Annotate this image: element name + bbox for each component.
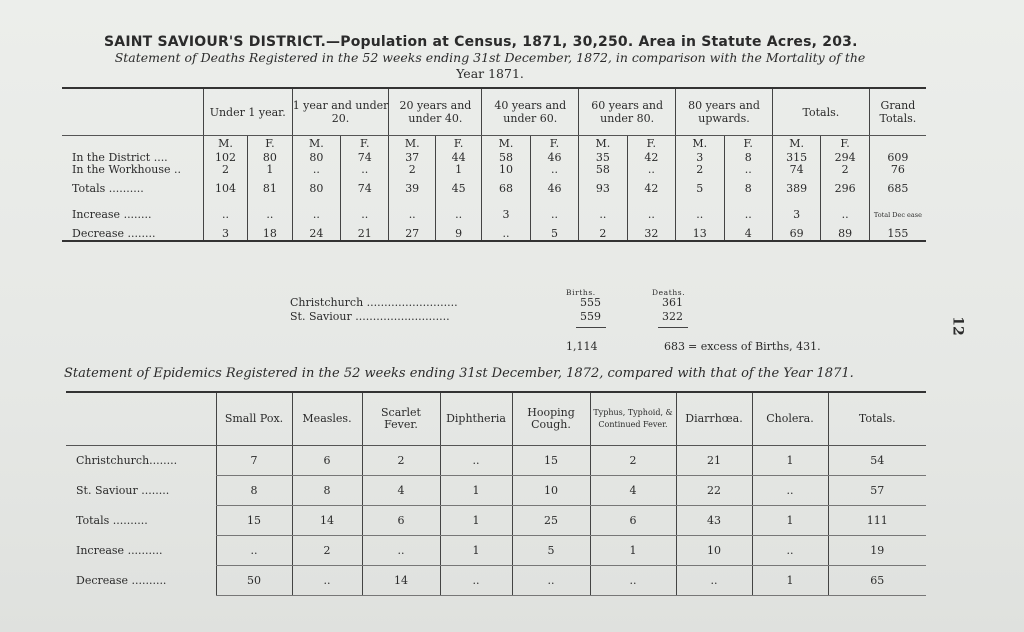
table-cell: 1 xyxy=(590,536,676,566)
table-cell: 2 xyxy=(292,536,362,566)
table-cell: 2 xyxy=(389,164,435,176)
table-cell: 2 xyxy=(203,164,247,176)
deaths-table-row xyxy=(62,152,926,164)
table-cell: .. xyxy=(440,446,512,476)
age-group-header: 40 years and under 60. xyxy=(482,88,579,136)
table-cell: 1 xyxy=(440,536,512,566)
sex-label: F. xyxy=(248,136,292,152)
row-label: Christchurch........ xyxy=(76,454,178,468)
table-cell: 1 xyxy=(248,164,292,176)
table-cell: 46 xyxy=(530,152,578,164)
table-cell: 58 xyxy=(579,164,627,176)
table-cell: 3 xyxy=(482,202,530,228)
sex-label: F. xyxy=(530,136,578,152)
table-cell: .. xyxy=(627,164,675,176)
table-cell: 80 xyxy=(292,152,340,164)
table-cell: .. xyxy=(821,202,869,228)
table-cell: .. xyxy=(752,536,828,566)
table-cell: .. xyxy=(590,566,676,596)
grand-total-cell: 76 xyxy=(869,164,926,176)
table-cell: 9 xyxy=(435,228,481,241)
table-cell: 6 xyxy=(362,506,440,536)
epidemics-table-row xyxy=(66,536,926,566)
table-cell: 2 xyxy=(579,228,627,241)
table-cell: 44 xyxy=(435,152,481,164)
table-cell: 21 xyxy=(676,446,752,476)
header-blank xyxy=(62,88,203,136)
table-cell: 10 xyxy=(512,476,590,506)
table-cell: 2 xyxy=(590,446,676,476)
table-cell: .. xyxy=(216,536,292,566)
table-cell: 39 xyxy=(389,176,435,202)
table-cell: 32 xyxy=(627,228,675,241)
sex-label: M. xyxy=(203,136,247,152)
table-cell: 4 xyxy=(590,476,676,506)
epidemic-header: Small Pox. xyxy=(216,392,292,446)
table-cell: 389 xyxy=(772,176,820,202)
table-cell: 1 xyxy=(752,506,828,536)
age-group-header: 80 years and upwards. xyxy=(676,88,773,136)
table-cell: 1 xyxy=(440,476,512,506)
table-cell: 42 xyxy=(627,152,675,164)
row-label: Totals .......... xyxy=(76,514,148,527)
row-label: In the Workhouse .. xyxy=(72,162,181,176)
epidemics-table-body xyxy=(66,446,926,596)
table-cell: 1 xyxy=(752,566,828,596)
page-title: SAINT SAVIOUR'S DISTRICT.—Population at Census, 1871, 30,250. Area in Statute Acres, 203. xyxy=(104,34,858,50)
table-cell: .. xyxy=(292,202,340,228)
table-cell: .. xyxy=(530,202,578,228)
table-cell: 14 xyxy=(292,506,362,536)
table-cell: 3 xyxy=(772,202,820,228)
table-cell: 50 xyxy=(216,566,292,596)
table-cell: 8 xyxy=(216,476,292,506)
row-label: In the District .... xyxy=(72,150,168,164)
table-cell: .. xyxy=(341,202,389,228)
table-cell: 68 xyxy=(482,176,530,202)
table-cell: 102 xyxy=(203,152,247,164)
table-cell: 3 xyxy=(203,228,247,241)
table-cell: 80 xyxy=(248,152,292,164)
table-cell: 5 xyxy=(512,536,590,566)
table-cell: 74 xyxy=(341,152,389,164)
table-cell: .. xyxy=(752,476,828,506)
table-cell: 27 xyxy=(389,228,435,241)
table-cell: .. xyxy=(362,536,440,566)
epidemics-table xyxy=(66,391,926,596)
row-label: St. Saviour ........ xyxy=(76,484,170,497)
table-cell: 2 xyxy=(821,164,869,176)
table-cell: 3 xyxy=(676,152,724,164)
table-cell: 57 xyxy=(828,476,926,506)
excess-of-births: = excess of Births, 431. xyxy=(688,340,821,353)
table-cell: 25 xyxy=(512,506,590,536)
table-cell: 58 xyxy=(482,152,530,164)
sex-label: M. xyxy=(482,136,530,152)
grand-total-cell: 155 xyxy=(869,228,926,241)
row-label: Decrease ........ xyxy=(72,226,156,240)
table-cell: 2 xyxy=(362,446,440,476)
table-cell: 8 xyxy=(292,476,362,506)
table-cell: 54 xyxy=(828,446,926,476)
grand-total-cell: 685 xyxy=(869,176,926,202)
row-label: Increase .......... xyxy=(76,544,163,557)
table-cell: 104 xyxy=(203,176,247,202)
table-cell: 1 xyxy=(752,446,828,476)
table-cell: 45 xyxy=(435,176,481,202)
epidemic-header: Totals. xyxy=(828,392,926,446)
table-cell: .. xyxy=(482,228,530,241)
page-number: 12 xyxy=(949,316,966,336)
table-cell: 89 xyxy=(821,228,869,241)
row-label: Increase ........ xyxy=(72,207,152,221)
deaths-table xyxy=(62,87,926,242)
epidemic-header: Measles. xyxy=(292,392,362,446)
christchurch-births: 555 xyxy=(580,296,601,309)
table-cell: .. xyxy=(292,566,362,596)
epidemic-header: Scarlet Fever. xyxy=(362,392,440,446)
total-deaths: 683 xyxy=(664,340,685,353)
subtitle-text: Statement of Deaths Registered in the 52 weeks ending 31st December, 1872, in comparison with the Mortality of the xyxy=(114,50,866,65)
births-total-rule xyxy=(576,327,606,328)
age-group-header: Under 1 year. xyxy=(203,88,292,136)
age-group-header: 20 years and under 40. xyxy=(389,88,482,136)
sex-label: F. xyxy=(821,136,869,152)
table-cell: 43 xyxy=(676,506,752,536)
table-cell: 296 xyxy=(821,176,869,202)
deaths-label: Deaths. xyxy=(652,288,686,297)
epidemics-table-row xyxy=(66,476,926,506)
table-cell: .. xyxy=(676,202,724,228)
sex-label: F. xyxy=(627,136,675,152)
table-cell: 5 xyxy=(676,176,724,202)
table-cell: .. xyxy=(435,202,481,228)
table-cell: 8 xyxy=(724,152,772,164)
sex-label: F. xyxy=(341,136,389,152)
row-label: Totals .......... xyxy=(72,181,144,195)
age-group-header: 1 year and under 20. xyxy=(292,88,389,136)
table-cell: 18 xyxy=(248,228,292,241)
table-cell: 13 xyxy=(676,228,724,241)
subtitle-year: Year 1871. xyxy=(456,66,524,81)
table-cell: .. xyxy=(627,202,675,228)
deaths-statement-subtitle xyxy=(60,50,920,82)
table-cell: .. xyxy=(292,164,340,176)
table-cell: 81 xyxy=(248,176,292,202)
table-cell: 1 xyxy=(440,506,512,536)
sex-label: F. xyxy=(724,136,772,152)
table-cell: .. xyxy=(341,164,389,176)
table-cell: .. xyxy=(724,202,772,228)
sex-label: M. xyxy=(292,136,340,152)
sex-label: M. xyxy=(579,136,627,152)
births-label: Births. xyxy=(566,288,596,297)
epidemic-header: Cholera. xyxy=(752,392,828,446)
sex-label: M. xyxy=(676,136,724,152)
table-cell: 24 xyxy=(292,228,340,241)
deaths-table-row xyxy=(62,228,926,241)
epidemics-title: Statement of Epidemics Registered in the 52 weeks ending 31st December, 1872, compared with that of the Year 1871. xyxy=(64,366,854,381)
sex-label: M. xyxy=(772,136,820,152)
table-cell: 14 xyxy=(362,566,440,596)
table-cell: 42 xyxy=(627,176,675,202)
epidemic-header: Typhus, Typhoid, & Continued Fever. xyxy=(590,392,676,446)
table-cell: .. xyxy=(248,202,292,228)
table-cell: .. xyxy=(440,566,512,596)
table-cell: 315 xyxy=(772,152,820,164)
deaths-table-row xyxy=(62,176,926,202)
epidemics-table-row xyxy=(66,446,926,476)
epidemic-header: Diphtheria xyxy=(440,392,512,446)
table-cell: 37 xyxy=(389,152,435,164)
st-saviour-births: 559 xyxy=(580,310,601,323)
age-group-header: 60 years and under 80. xyxy=(579,88,676,136)
epidemics-table-row xyxy=(66,566,926,596)
epidemic-header: Hooping Cough. xyxy=(512,392,590,446)
sex-label: M. xyxy=(389,136,435,152)
table-cell: 19 xyxy=(828,536,926,566)
table-cell: 69 xyxy=(772,228,820,241)
table-cell: .. xyxy=(389,202,435,228)
table-cell: 6 xyxy=(292,446,362,476)
christchurch-deaths: 361 xyxy=(662,296,683,309)
table-cell: 74 xyxy=(772,164,820,176)
table-cell: 4 xyxy=(362,476,440,506)
table-cell: 10 xyxy=(482,164,530,176)
table-cell: 22 xyxy=(676,476,752,506)
table-cell: .. xyxy=(579,202,627,228)
sex-header-row xyxy=(62,136,926,152)
table-cell: 10 xyxy=(676,536,752,566)
sex-label: F. xyxy=(435,136,481,152)
deaths-table-row xyxy=(62,202,926,228)
row-label: Decrease .......... xyxy=(76,574,167,587)
table-cell: 74 xyxy=(341,176,389,202)
table-cell: 1 xyxy=(435,164,481,176)
table-cell: 80 xyxy=(292,176,340,202)
table-cell: 46 xyxy=(530,176,578,202)
st-saviour-deaths: 322 xyxy=(662,310,683,323)
table-cell: 7 xyxy=(216,446,292,476)
st-saviour-label: St. Saviour ........................... xyxy=(290,310,450,323)
table-cell: 111 xyxy=(828,506,926,536)
table-cell: 8 xyxy=(724,176,772,202)
epidemics-table-row xyxy=(66,506,926,536)
table-cell: 6 xyxy=(590,506,676,536)
deaths-table-row xyxy=(62,164,926,176)
table-cell: 65 xyxy=(828,566,926,596)
grand-total-cell: 609 xyxy=(869,152,926,164)
table-cell: 15 xyxy=(216,506,292,536)
deaths-total-rule xyxy=(658,327,688,328)
table-cell: .. xyxy=(724,164,772,176)
total-births: 1,114 xyxy=(566,340,598,353)
table-cell: .. xyxy=(512,566,590,596)
table-cell: 15 xyxy=(512,446,590,476)
grand-totals-header: Grand Totals. xyxy=(869,88,926,136)
table-cell: .. xyxy=(676,566,752,596)
table-cell: 93 xyxy=(579,176,627,202)
deaths-header-row xyxy=(62,88,926,136)
table-cell: .. xyxy=(530,164,578,176)
age-group-header: Totals. xyxy=(772,88,869,136)
epidemics-header-row xyxy=(66,392,926,446)
table-cell: 5 xyxy=(530,228,578,241)
table-cell: 4 xyxy=(724,228,772,241)
grand-total-cell: Total Dec ease xyxy=(869,202,926,228)
table-cell: 35 xyxy=(579,152,627,164)
table-cell: 21 xyxy=(341,228,389,241)
table-cell: 294 xyxy=(821,152,869,164)
table-cell: 2 xyxy=(676,164,724,176)
christchurch-label: Christchurch .......................... xyxy=(290,296,458,309)
table-cell: .. xyxy=(203,202,247,228)
epidemic-header: Diarrhœa. xyxy=(676,392,752,446)
deaths-table-body xyxy=(62,152,926,241)
